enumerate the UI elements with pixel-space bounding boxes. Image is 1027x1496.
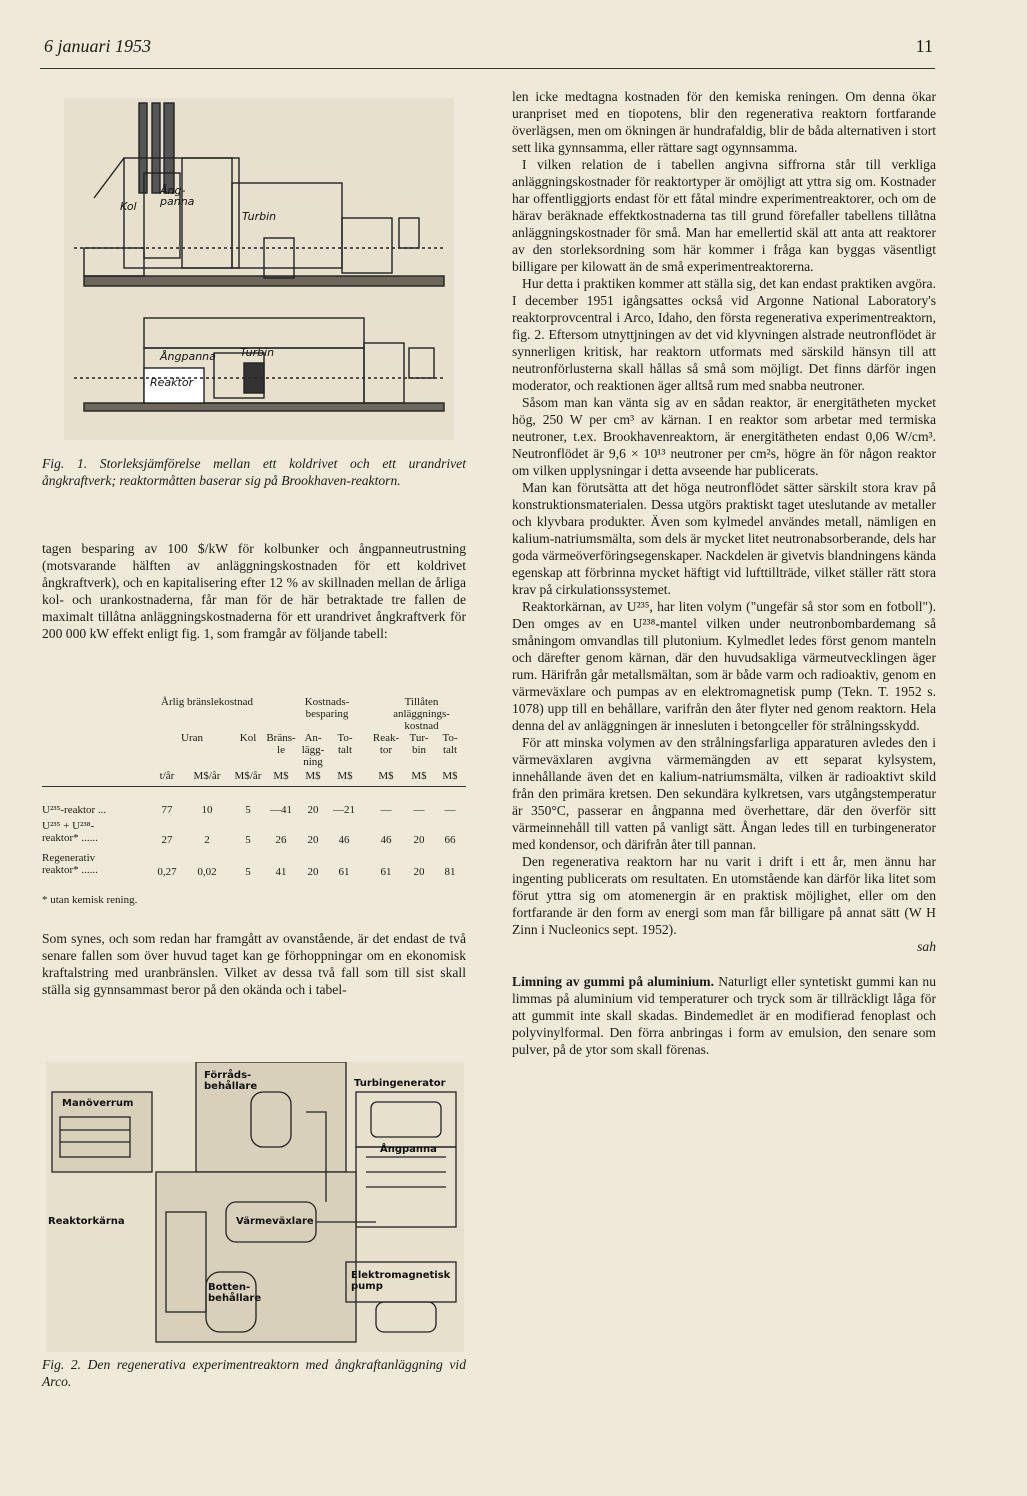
- author-signature: sah: [917, 939, 936, 954]
- fig2-label-forradsbehallare: Förråds-behållare: [204, 1070, 258, 1092]
- table-cell: 2: [204, 834, 210, 846]
- table-cell: 41: [275, 866, 287, 878]
- table-group-header-allowed: Tillåten anläggnings- kostnad: [393, 696, 450, 732]
- table-cell: 26: [275, 834, 287, 846]
- table-unit: M$/år: [234, 770, 262, 782]
- figure-1-plant-comparison: [64, 98, 454, 440]
- fig1-label-turbin-bottom: Turbin: [240, 346, 275, 359]
- table-unit: M$: [378, 770, 394, 782]
- page-number: 11: [915, 36, 933, 56]
- table-cell: 10: [201, 804, 213, 816]
- right-paragraph-3: Hur detta i praktiken kommer att ställa sig, det kan endast praktiken avgöra. I december 1951 igångsattes också vid Argonne National Laboratory's reaktorprovcentral i Arco, Idaho, den första regenerativa experimentreaktorn, fig. 2. Eftersom utnyttjningen av det vid klyvningen alstrade neutronflödet är synnerligen kritisk, har reaktorn utformats med särskild hänsyn till att neutronförlusterna skall hållas så små som möjligt. Det finns därför ingen moderator, och reaktionen äger alltså rum med snabba neutroner.: [512, 276, 936, 393]
- table-sub-header-total1: To- talt: [337, 732, 353, 756]
- table-group-header-fuel: Årlig bränslekostnad: [161, 696, 253, 708]
- fig1-label-angpanna-bottom: Ångpanna: [160, 350, 216, 363]
- right-paragraph-1: len icke medtagna kostnaden för den kemiska reningen. Om denna ökar uranpriset med en tiopotens, blir den regenerativa reaktorn fortfarande överlägsen, men om ökningen är hundrafaldig, blir de båda alternativen i stort sett lika gynnsamma, eller rättare sagt ogynnsamma.: [512, 89, 936, 155]
- table-cell: 61: [380, 866, 392, 878]
- fig1-label-reaktor: Reaktor: [150, 376, 194, 389]
- table-sub-header-turbin: Tur- bin: [409, 732, 429, 756]
- table-cell: 5: [245, 804, 251, 816]
- table-cell: 46: [338, 834, 350, 846]
- figure-2-caption: Fig. 2. Den regenerativa experimentreaktorn med ångkraftanläggning vid Arco.: [42, 1357, 466, 1389]
- table-unit: M$/år: [193, 770, 221, 782]
- table-cell: 27: [161, 834, 173, 846]
- right-paragraph-6: Reaktorkärnan, av U²³⁵, har liten volym ("ungefär så stor som en fotboll"). Den omges av en U²³⁸-mantel vilken under neutronbombardemang så småningom omvandlas till plutonium. Kylmedlet ledes först genom manteln och därefter genom kärnan, där den huvudsakliga värmeutvecklingen äger rum. Härifrån går metallsmältan, som är både varm och radioaktiv, genom en värmeväxlare och pumpas av en elektromagnetisk pump (Tekn. T. 1952 s. 1078) upp till en behållare, varifrån den åter flyter ned genom reaktorn. Hela denna del av anläggningen är innesluten i betongceller för strålningsskydd.: [512, 599, 936, 733]
- right-paragraph-8: Den regenerativa reaktorn har nu varit i drift i ett år, men ännu har ingenting publicerats om resultaten. En utomstående kan därför lika litet som förut yttra sig om atomenergin är en praktisk möjlighet, eller om den fortfarande är den form av energi som man får billigare på annat sätt (W H Zinn i Nucleonics sept. 1952).: [512, 854, 936, 937]
- figure-2-drawing: [46, 1062, 464, 1352]
- cost-table: [42, 690, 466, 912]
- table-rule: [42, 786, 466, 787]
- table-cell: 0,02: [197, 866, 217, 878]
- figure-1-drawing: [64, 98, 454, 440]
- figure-1-caption: Fig. 1. Storleksjämförelse mellan ett koldrivet och ett urandrivet ångkraftverk; reaktormåtten baserar sig på Brookhaven-reaktorn.: [42, 456, 466, 488]
- page-header: [40, 36, 935, 69]
- table-unit: M$: [337, 770, 353, 782]
- table-cell: 61: [338, 866, 350, 878]
- left-paragraph-1: tagen besparing av 100 $/kW för kolbunker och ångpanneutrustning (motsvarande hälften av anläggningskostnaden för ett koldrivet ångkraftverk), och en kapitalisering efter 12 % av skillnaden mellan de årliga kol- och urankostnaderna, får man för de här betraktade tre fallen de maximalt tillåtna anläggningskostnaderna för ett urandrivet ångkraftverk för 200 000 kW effekt enligt fig. 1, som framgår av följande tabell:: [42, 541, 466, 641]
- issue-date: 6 januari 1953: [44, 36, 152, 56]
- table-sub-header-reaktor: Reak- tor: [372, 732, 400, 756]
- table-cell: 46: [380, 834, 392, 846]
- table-cell: 0,27: [157, 866, 177, 878]
- table-group-header-savings: Kostnads- besparing: [304, 696, 350, 720]
- table-sub-header-anlagg: An- lägg- ning: [301, 732, 325, 768]
- fig2-label-angpanna: Ångpanna: [380, 1144, 437, 1155]
- table-sub-header-kol: Kol: [239, 732, 257, 744]
- fig2-label-elektromagnetisk-pump: Elektromagnetisk pump: [351, 1270, 451, 1292]
- fig2-label-turbingenerator: Turbingenerator: [354, 1078, 446, 1089]
- table-cell: 66: [444, 834, 456, 846]
- fig2-label-bottenbehallare: Botten-behållare: [208, 1282, 262, 1304]
- figure-2-arco-reactor: [46, 1062, 464, 1352]
- table-row-label: U²³⁵ + U²³⁸- reaktor* ......: [42, 820, 98, 844]
- right-paragraph-2: I vilken relation de i tabellen angivna siffrorna står till verkliga anläggningskostnader för reaktortyper är omöjligt att yttra sig om. Kostnader har offentliggjorts endast för ett fåtal mindre experimentreaktorer, och om de härav beräknade effektkostnaderna tas till grund förefaller tabellens tillåtna anläggningskostnader för små. Man har emellertid skäl att anta att reaktorer av den storleksordning som här kommer i fråga kan byggas väsentligt billigare per kilowatt än de små experimentreaktorerna.: [512, 157, 936, 274]
- fig1-label-turbin-top: Turbin: [242, 210, 277, 223]
- table-cell: 20: [307, 804, 319, 816]
- right-column: [512, 88, 936, 1058]
- table-cell: 20: [413, 866, 425, 878]
- fig2-label-reaktorkarna: Reaktorkärna: [48, 1216, 125, 1227]
- table-row-label: U²³⁵-reaktor ...: [42, 804, 107, 816]
- fig2-label-varmevaxlare: Värmeväxlare: [236, 1216, 314, 1227]
- right-paragraph-7: För att minska volymen av den strålningsfarliga apparaturen avledes den i värmeväxlaren avgivna värmemängden av ett separat kylsystem, innehållande även det en kalium-natriumsmälta, vilken är radioaktivt skild från den primära kretsen. Den sekundära kylkretsen, vars utgångstemperatur är 350°C, passerar en ångpanna med överhettare, där den överför sitt värmeinnehåll till vatten på vanligt sätt. Ångan ledes till en turbingenerator med kondensor, och därifrån åter till pannan.: [512, 735, 936, 852]
- table-cell: 20: [307, 834, 319, 846]
- left-paragraph-2: Som synes, och som redan har framgått av ovanstående, är det endast de två senare fallen som över huvud taget kan ge förhoppningar om en ekonomisk kraftalstring med uranbränslen. Vilket av dessa två fall som till sist skall ställa sig gynnsammast beror på den okända och i tabel-: [42, 931, 466, 997]
- table-cell: —: [380, 804, 392, 816]
- news-text: Naturligt eller syntetiskt gummi kan nu limmas på aluminium vid temperaturer och tryck som är tillräckligt låga för att gummit inte skall skadas. Bindemedlet är en modifierad fenoplast och polyvinylformal. Den förra anbringas i form av emulsion, den senare som pulver, på de ytor som skall förenas.: [512, 974, 936, 1057]
- table-unit: M$: [411, 770, 427, 782]
- news-title: Limning av gummi på aluminium.: [512, 974, 715, 989]
- fig1-label-kol: Kol: [120, 200, 137, 213]
- right-paragraph-4: Såsom man kan vänta sig av en sådan reaktor, är energitätheten mycket hög, 250 W per cm³ av kärnan. I en reaktor som arbetar med termiska neutroner, t.ex. Brookhavenreaktorn, är energitätheten endast 0,06 W/cm³. Neutronflödet är 9,6 × 10¹³ neutroner per cm²s, högre än för någon reaktor om vilken upplysningar i detta avseende har publicerats.: [512, 395, 936, 478]
- table-unit: M$: [305, 770, 321, 782]
- table-cell: —: [444, 804, 456, 816]
- table-sub-header-brans: Bräns- le: [266, 732, 296, 756]
- table-cell: 5: [245, 834, 251, 846]
- fig2-label-manoverrum: Manöverrum: [62, 1098, 134, 1109]
- table-cell: —: [413, 804, 425, 816]
- table-cell: —21: [333, 804, 355, 816]
- table-cell: 81: [444, 866, 456, 878]
- table-cell: 20: [413, 834, 425, 846]
- table-cell: 20: [307, 866, 319, 878]
- table-footnote: * utan kemisk rening.: [42, 894, 138, 906]
- fig1-label-angpanna-top: Ång-panna: [160, 184, 195, 208]
- table-unit: M$: [442, 770, 458, 782]
- table-sub-header-uran: Uran: [181, 732, 203, 744]
- table-row-label: Regenerativ reaktor* ......: [42, 852, 98, 876]
- news-item: [512, 973, 936, 1058]
- table-cell: 5: [245, 866, 251, 878]
- table-unit: M$: [273, 770, 289, 782]
- right-paragraph-5: Man kan förutsätta att det höga neutronflödet sätter särskilt stora krav på konstruktionsmaterialen. Dessa utgörs praktiskt taget uteslutande av metaller och klyvbara produkter. Även som kylmedel användes metall, nämligen en kalium-natriumsmälta, som dels är mycket litet neutronabsorberande, dels har goda värmeöverföringsegenskaper. Nackdelen är givetvis blandningens kända egenskap att förbrinna mycket häftigt vid lufttillträde, vilket ställer rätt stora krav på cirkulationssystemet.: [512, 480, 936, 597]
- table-cell: 77: [161, 804, 173, 816]
- table-unit: t/år: [159, 770, 175, 782]
- table-cell: —41: [270, 804, 292, 816]
- table-sub-header-total2: To- talt: [442, 732, 458, 756]
